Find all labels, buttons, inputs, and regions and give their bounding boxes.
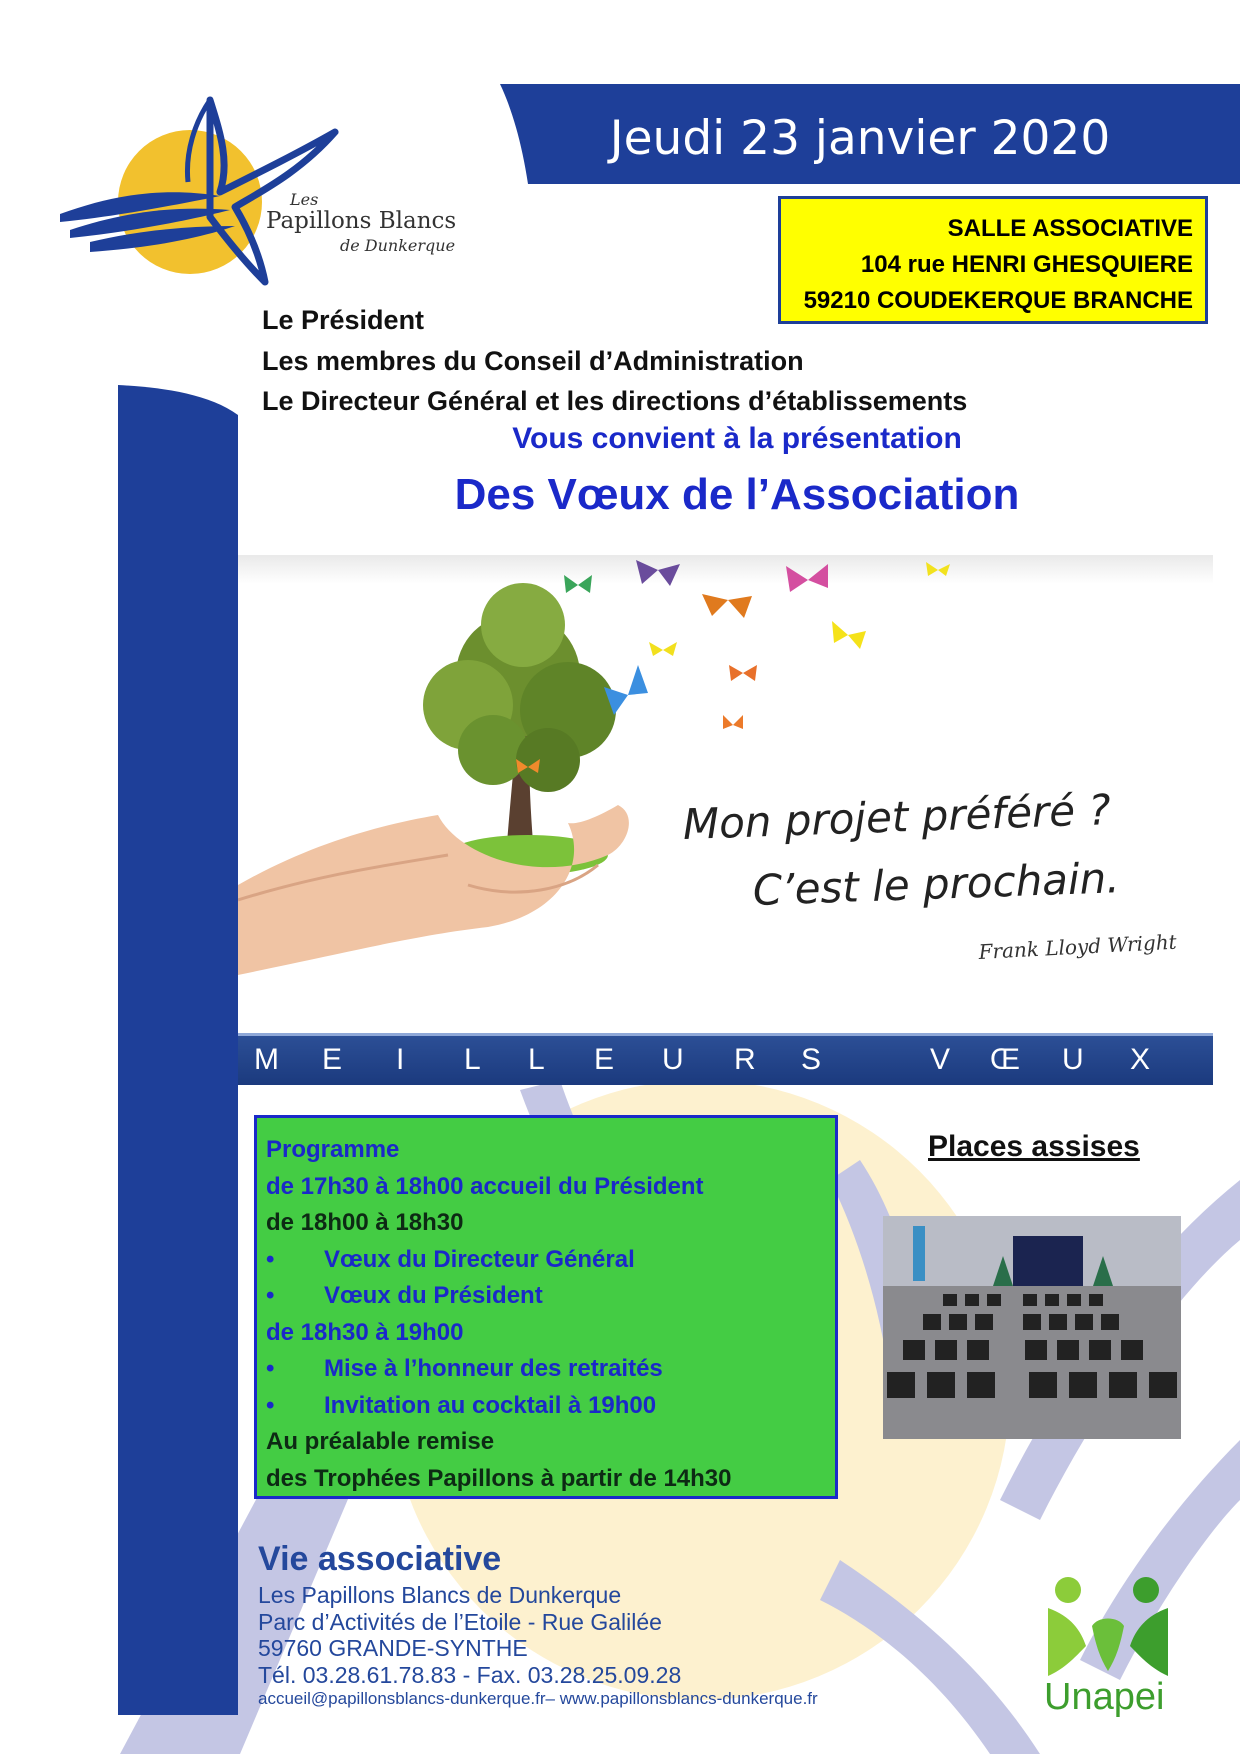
org-name: Les Papillons Blancs de Dunkerque — [258, 1582, 622, 1608]
bullet-icon: • — [266, 1355, 275, 1382]
programme-slot-3: de 18h30 à 19h00 — [266, 1318, 464, 1346]
programme-box — [254, 1115, 838, 1499]
event-title: Des Vœux de l’Association — [454, 470, 1020, 519]
bullet-icon: • — [266, 1282, 275, 1309]
quote-author: Frank Lloyd Wright — [978, 929, 1178, 964]
programme-item — [266, 1278, 825, 1315]
venue-street: 104 rue HENRI GHESQUIERE — [860, 251, 1193, 278]
bullet-icon: • — [266, 1245, 275, 1273]
host-directors: Le Directeur Général et les directions d’établissements — [262, 386, 968, 416]
hosts-block — [262, 300, 1062, 422]
org-phone-fax: Tél. 03.28.61.78.83 - Fax. 03.28.25.09.28 — [258, 1661, 682, 1688]
programme-slot-1: de 17h30 à 18h00 accueil du Président — [266, 1172, 704, 1200]
venue-city: 59210 COUDEKERQUE BRANCHE — [803, 287, 1193, 314]
quote-line-2: C’est le prochain. — [752, 853, 1121, 915]
seats-title: Places assises — [928, 1130, 1140, 1163]
org-email-website: accueil@papillonsblancs-dunkerque.fr– www.papillonsblancs-dunkerque.fr — [258, 1689, 818, 1708]
band-letter: Œ — [990, 1043, 1020, 1076]
band-letter: R — [734, 1043, 756, 1076]
host-president: Le Président — [262, 305, 425, 335]
programme-item-label: Mise à l’honneur des retraités — [324, 1355, 663, 1382]
band-letter: U — [1062, 1043, 1084, 1076]
band-letter: M — [254, 1043, 279, 1076]
left-decor-band — [118, 385, 238, 1715]
org-address-2: 59760 GRANDE-SYNTHE — [258, 1635, 528, 1661]
band-letter: L — [528, 1043, 545, 1076]
logo-name-text: Papillons Blancs — [266, 208, 457, 234]
programme-item — [266, 1388, 825, 1425]
footer-title: Vie associative — [258, 1540, 502, 1578]
logo-city-text: de Dunkerque — [340, 236, 456, 255]
band-letter: S — [801, 1043, 822, 1076]
quote-line-1: Mon projet préféré ? — [682, 785, 1112, 849]
event-date: Jeudi 23 janvier 2020 — [609, 111, 1111, 166]
papillons-blancs-logo — [60, 92, 460, 292]
programme-item-label: Vœux du Président — [324, 1282, 543, 1309]
logo-les-text: Les — [290, 190, 319, 209]
programme-item-label: Vœux du Directeur Général — [324, 1245, 635, 1273]
unapei-logo — [1046, 1576, 1170, 1684]
venue-name: SALLE ASSOCIATIVE — [947, 215, 1193, 242]
room-seating-photo — [883, 1216, 1181, 1439]
programme-note-2: des Trophées Papillons à partir de 14h30 — [266, 1464, 732, 1492]
band-letter: X — [1130, 1043, 1151, 1076]
band-letter: E — [594, 1043, 615, 1076]
org-address-1: Parc d’Activités de l’Etoile - Rue Galilée — [258, 1608, 662, 1635]
bullet-icon: • — [266, 1391, 275, 1419]
programme-item — [266, 1242, 825, 1279]
programme-item — [266, 1351, 825, 1388]
programme-note-1: Au préalable remise — [266, 1428, 495, 1455]
unapei-text: Unapei — [1044, 1676, 1165, 1718]
contact-block — [258, 1582, 818, 1710]
invitation-line: Vous convient à la présentation — [512, 422, 962, 455]
band-letter: E — [322, 1043, 343, 1076]
programme-slot-2: de 18h00 à 18h30 — [266, 1209, 464, 1236]
meilleurs-voeux-band — [238, 1033, 1213, 1085]
band-letter: V — [930, 1043, 951, 1076]
band-letter: I — [396, 1043, 405, 1076]
programme-item-label: Invitation au cocktail à 19h00 — [324, 1391, 657, 1419]
band-letter: U — [662, 1043, 684, 1076]
band-letter: L — [464, 1043, 481, 1076]
host-board: Les membres du Conseil d’Administration — [262, 345, 804, 376]
programme-title: Programme — [266, 1136, 400, 1163]
